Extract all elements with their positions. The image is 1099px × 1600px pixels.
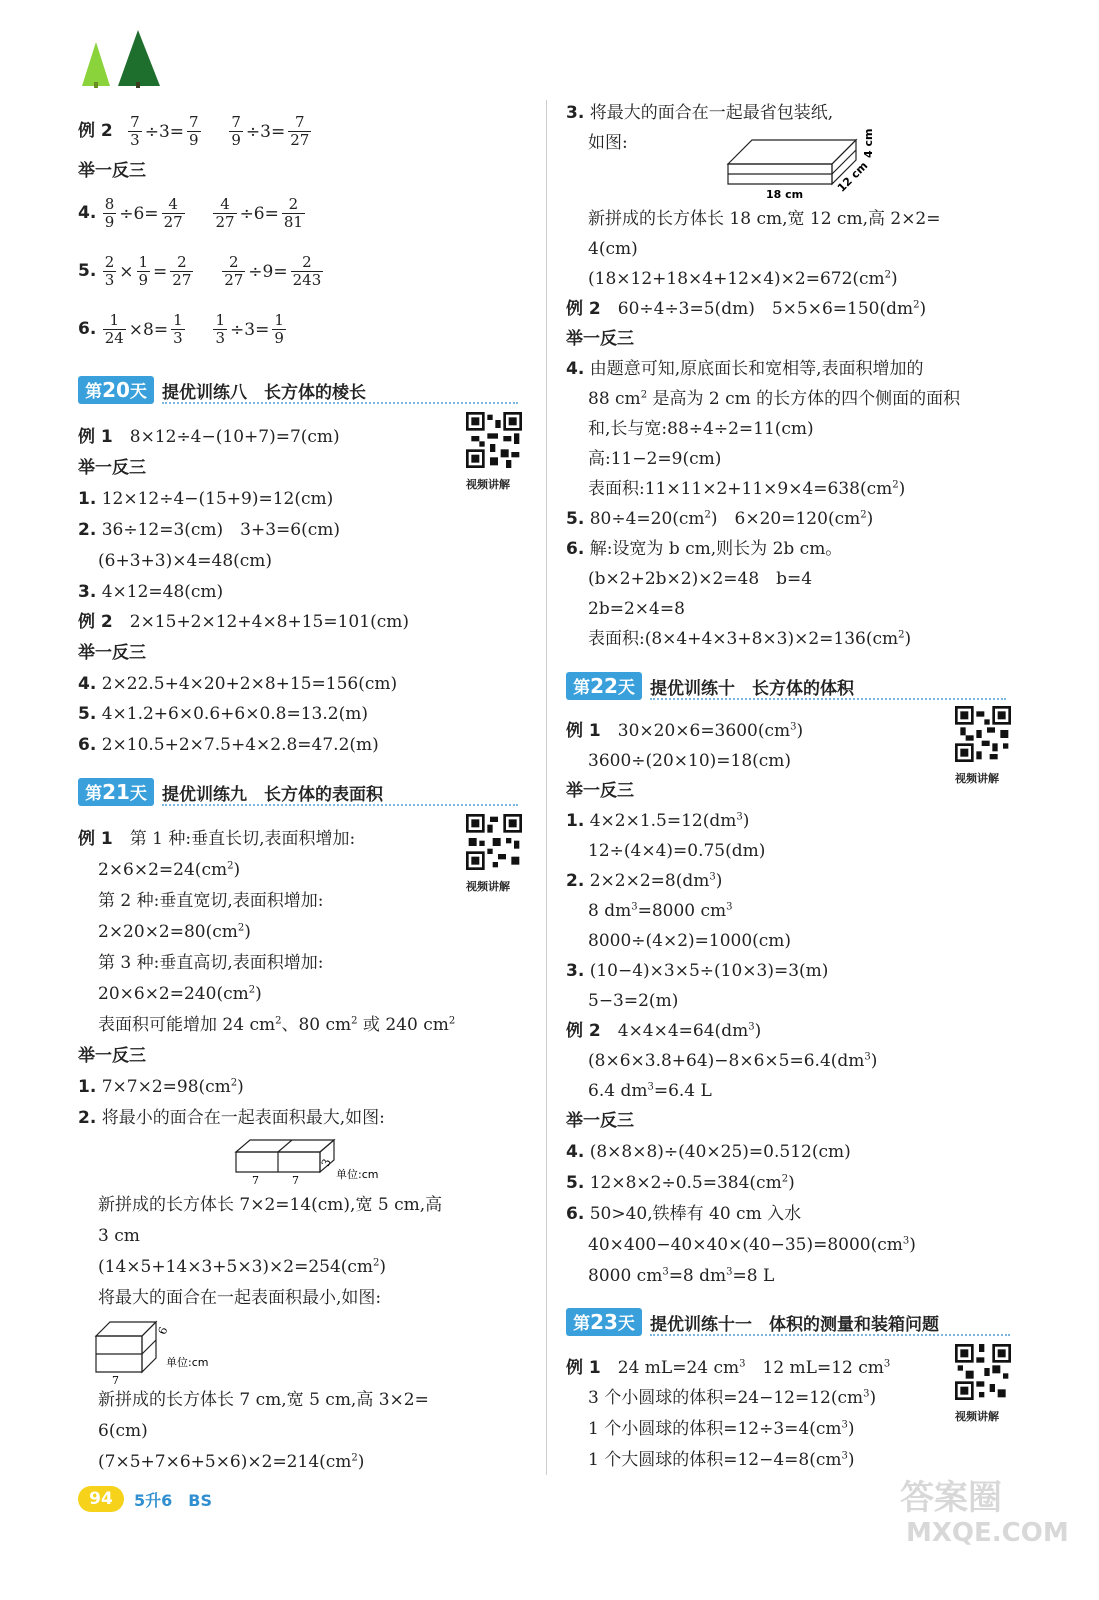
day20-answer-2: 2. 36÷12=3(cm) 3+3=6(cm) <box>78 520 341 540</box>
right-answer-6-line: (b×2+2b×2)×2=48 b=4 <box>588 569 813 589</box>
day23-example-1-line: 3 个小圆球的体积$=24-12=12(cm^3)$ <box>588 1388 877 1408</box>
section-title: 提优训练十一 体积的测量和装箱问题 <box>650 1315 939 1335</box>
banner-underline <box>162 804 518 806</box>
figure-label: 7 <box>292 1174 299 1187</box>
qr-code-icon[interactable] <box>955 1344 1011 1400</box>
day22-example-2-line: $(8\times 6\times 3.8+64)-8\times 6\times 5=6.4(dm^3)$ <box>588 1051 878 1071</box>
stacked-boxes-figure <box>90 1314 240 1386</box>
day22-example-2-line: 6.4 $dm^3=6.4$ L <box>588 1081 712 1101</box>
figure-label: 7 <box>112 1374 119 1386</box>
right-answer-4-line: 88 $cm^2$ 是高为 2 cm 的长方体的四个侧面的面积 <box>588 389 961 409</box>
practice-heading: 举一反三 <box>78 643 146 663</box>
column-divider <box>546 100 547 1475</box>
two-boxes-side-by-side-figure <box>228 1134 398 1188</box>
day20-answer-4: 4. 2×22.5+4×20+2×8+15=156(cm) <box>78 674 398 694</box>
figure-label: 7 <box>252 1174 259 1187</box>
day21-example-1-line: 第 3 种:垂直高切,表面积增加: <box>98 953 324 973</box>
fraction: $\frac{1}{9}$ <box>274 311 284 347</box>
day22-answer-1: 1. $4\times 2\times 1.5=12(dm^3)$ <box>566 811 750 831</box>
day21-answer-2-line: $(14\times 5+14\times 3+5\times 3)\times 2=254(cm^2)$ <box>98 1257 387 1277</box>
day22-answer-4: 4. (8×8×8)÷(40×25)=0.512(cm) <box>566 1142 851 1162</box>
qr-caption: 视频讲解 <box>466 478 510 491</box>
practice-heading: 举一反三 <box>566 1111 634 1131</box>
day21-answer-2: 2. 将最小的面合在一起表面积最大,如图: <box>78 1108 385 1128</box>
qr-code-icon[interactable] <box>955 706 1011 762</box>
day21-example-1: 例 1 第 1 种:垂直长切,表面积增加: <box>78 829 356 849</box>
right-answer-6-line: 2b=2×4=8 <box>588 599 685 619</box>
question-5: 5. $\frac{2}{3}$ × $\frac{1}{9}$ = $\frac{2}{27}$ $\frac{2}{27}$ ÷9= $\frac{2}{243}$ <box>78 253 322 289</box>
day20-answer-1: 1. 12×12÷4−(15+9)=12(cm) <box>78 489 334 509</box>
day21-answer-2-line: 新拼成的长方体长 7 cm,宽 5 cm,高 3×2= <box>98 1390 429 1410</box>
day22-answer-6-line: $40\times 400-40\times 40\times(40-35)=8000(cm^3)$ <box>588 1235 916 1255</box>
day21-answer-2-line: 6(cm) <box>98 1421 148 1441</box>
day22-answer-3: 3. (10−4)×3×5÷(10×3)=3(m) <box>566 961 829 981</box>
question-4: 4. $\frac{8}{9}$ ÷6= $\frac{4}{27}$ $\frac{4}{27}$ ÷6= $\frac{2}{81}$ <box>78 195 303 231</box>
section-banner-day-22 <box>566 672 1012 700</box>
qr-caption: 视频讲解 <box>955 772 999 785</box>
fraction: $\frac{4}{27}$ <box>163 195 183 231</box>
fraction: $\frac{4}{27}$ <box>215 195 235 231</box>
day21-answer-2-line: $(7\times 5+7\times 6+5\times 6)\times 2=214(cm^2)$ <box>98 1452 365 1472</box>
right-answer-3-line: 4(cm) <box>588 239 638 259</box>
day22-example-2: 例 2 $4\times 4\times 4=64(dm^3)$ <box>566 1021 762 1041</box>
day21-answer-2-line: 3 cm <box>98 1226 140 1246</box>
fraction: $\frac{7}{27}$ <box>290 113 310 149</box>
page-number: 94 <box>78 1486 124 1512</box>
day21-answer-2-line: 新拼成的长方体长 7×2=14(cm),宽 5 cm,高 <box>98 1195 443 1215</box>
right-example-2: 例 2 60÷4÷3=5(dm) $5\times 5\times 6=150(dm^2)$ <box>566 299 927 319</box>
day22-answer-6: 6. 50>40,铁棒有 40 cm 入水 <box>566 1204 802 1224</box>
qr-caption: 视频讲解 <box>466 880 510 893</box>
qr-caption: 视频讲解 <box>955 1410 999 1423</box>
section-title: 提优训练九 长方体的表面积 <box>162 785 383 805</box>
banner-underline <box>650 1334 1010 1336</box>
figure-label: 12 cm <box>834 159 871 195</box>
day22-answer-3-line: 5−3=2(m) <box>588 991 679 1011</box>
day22-answer-2-line: 8 $dm^3=8000$ $cm^3$ <box>588 901 733 921</box>
example-2-fractions: 例 2 $\frac{7}{3}$ ÷3= $\frac{7}{9}$ $\frac{7}{9}$ ÷3= $\frac{7}{27}$ <box>78 113 310 149</box>
tree-decoration-icon <box>78 28 164 90</box>
qr-code-icon[interactable] <box>466 814 522 870</box>
fraction: $\frac{1}{3}$ <box>173 311 183 347</box>
day-badge: 第21天 <box>78 778 154 806</box>
section-title: 提优训练八 长方体的棱长 <box>162 383 366 403</box>
right-answer-5: 5. $80\div 4=20(cm^2)$ $6\times 20=120(cm^2)$ <box>566 509 874 529</box>
fraction: $\frac{7}{9}$ <box>231 113 241 149</box>
practice-heading: 举一反三 <box>78 161 146 181</box>
figure-label: 18 cm <box>766 188 804 201</box>
day21-answer-2-line: 将最大的面合在一起表面积最小,如图: <box>98 1288 382 1308</box>
fraction: $\frac{7}{9}$ <box>189 113 199 149</box>
fraction: $\frac{1}{9}$ <box>138 253 149 289</box>
day20-answer-5: 5. 4×1.2+6×0.6+6×0.8=13.2(m) <box>78 704 368 724</box>
figure-unit: 单位:cm <box>166 1356 209 1369</box>
day21-example-1-line: 第 2 种:垂直宽切,表面积增加: <box>98 891 324 911</box>
fraction: $\frac{7}{3}$ <box>130 113 140 149</box>
day22-answer-6-line: 8000 $cm^3=8$ $dm^3=8$ L <box>588 1266 775 1286</box>
day22-answer-2: 2. $2\times 2\times 2=8(dm^3)$ <box>566 871 723 891</box>
day20-answer-3: 3. 4×12=48(cm) <box>78 582 224 602</box>
day22-example-1: 例 1 $30\times 20\times 6=3600(cm^3)$ <box>566 721 804 741</box>
banner-underline <box>650 698 1006 700</box>
right-answer-4-line: 表面积$:11\times 11\times 2+11\times 9\times 4=638(cm^2)$ <box>588 479 906 499</box>
fraction: $\frac{2}{27}$ <box>172 253 192 289</box>
day21-example-1-line: $2\times 20\times 2=80(cm^2)$ <box>98 922 251 942</box>
figure-label: 4 cm <box>862 128 875 158</box>
right-answer-3-line: $(18\times 12+18\times 4+12\times 4)\times 2=672(cm^2)$ <box>588 269 898 289</box>
practice-heading: 举一反三 <box>78 1046 146 1066</box>
day23-example-1: 例 1 24 mL=24 $cm^3$ 12 mL=12 $cm^3$ <box>566 1358 891 1378</box>
day-badge: 第22天 <box>566 672 642 700</box>
day-badge: 第23天 <box>566 1308 642 1336</box>
example-label: 例 2 <box>78 121 113 141</box>
right-answer-3-line: 新拼成的长方体长 18 cm,宽 12 cm,高 2×2= <box>588 209 941 229</box>
grade-edition: 5升6 BS <box>134 1491 213 1510</box>
right-answer-4: 4. 由题意可知,原底面长和宽相等,表面积增加的 <box>566 359 924 379</box>
practice-heading: 举一反三 <box>566 329 634 349</box>
right-answer-3-line: 如图: <box>588 133 628 153</box>
day21-answer-1: 1. $7\times 7\times 2=98(cm^2)$ <box>78 1077 244 1097</box>
day20-answer-6: 6. 2×10.5+2×7.5+4×2.8=47.2(m) <box>78 735 379 755</box>
figure-label: 6 <box>155 1325 171 1337</box>
practice-heading: 举一反三 <box>78 458 146 478</box>
day20-answer-2b: (6+3+3)×4=48(cm) <box>98 551 273 571</box>
right-answer-4-line: 高:11−2=9(cm) <box>588 449 722 469</box>
fraction: $\frac{1}{24}$ <box>104 311 124 347</box>
right-answer-6: 6. 解:设宽为 b cm,则长为 2b cm。 <box>566 539 843 559</box>
watermark: 答案圈 MXQE.COM <box>900 1478 1069 1548</box>
day-badge: 第20天 <box>78 376 154 404</box>
practice-heading: 举一反三 <box>566 781 634 801</box>
banner-underline <box>162 402 518 404</box>
section-banner-day-21 <box>78 778 524 806</box>
fraction: $\frac{2}{81}$ <box>283 195 303 231</box>
figure-unit: 单位:cm <box>336 1168 379 1181</box>
right-answer-3: 3. 将最大的面合在一起最省包装纸, <box>566 103 834 123</box>
day20-example-1: 例 1 8×12÷4−(10+7)=7(cm) <box>78 427 340 447</box>
day21-example-1-line: 表面积可能增加 24 $cm^2$、80 $cm^2$ 或 240 $cm^2$ <box>98 1015 456 1035</box>
fraction: $\frac{1}{3}$ <box>215 311 226 347</box>
day21-example-1-line: $20\times 6\times 2=240(cm^2)$ <box>98 984 262 1004</box>
qr-code-icon[interactable] <box>466 412 522 468</box>
day23-example-1-line: 1 个小圆球的体积$=12\div 3=4(cm^3)$ <box>588 1419 855 1439</box>
day21-example-1-line: $2\times 6\times 2=24(cm^2)$ <box>98 860 241 880</box>
day20-example-2: 例 2 2×15+2×12+4×8+15=101(cm) <box>78 612 409 632</box>
right-answer-6-line: 表面积$:(8\times 4+4\times 3+8\times 3)\times 2=136(cm^2)$ <box>588 629 912 649</box>
right-answer-4-line: 和,长与宽:88÷4÷2=11(cm) <box>588 419 814 439</box>
day22-answer-1-line: 12÷(4×4)=0.75(dm) <box>588 841 766 861</box>
day22-answer-2-line: 8000÷(4×2)=1000(cm) <box>588 931 792 951</box>
flat-box-figure <box>722 126 892 202</box>
fraction: $\frac{2}{3}$ <box>104 253 115 289</box>
fraction: $\frac{8}{9}$ <box>104 195 115 231</box>
question-6: 6. $\frac{1}{24}$ ×8= $\frac{1}{3}$ $\frac{1}{3}$ ÷3= $\frac{1}{9}$ <box>78 311 284 347</box>
section-title: 提优训练十 长方体的体积 <box>650 679 854 699</box>
fraction: $\frac{2}{27}$ <box>224 253 244 289</box>
fraction: $\frac{2}{243}$ <box>292 253 322 289</box>
day23-example-1-line: 1 个大圆球的体积$=12-4=8(cm^3)$ <box>588 1450 855 1470</box>
section-banner-day-23 <box>566 1308 1016 1336</box>
day22-example-1-line: 3600÷(20×10)=18(cm) <box>588 751 792 771</box>
day22-answer-5: 5. $12\times 8\times 2\div 0.5=384(cm^2)$ <box>566 1173 795 1193</box>
figure-label: 3 <box>318 1157 334 1169</box>
section-banner-day-20 <box>78 376 524 404</box>
